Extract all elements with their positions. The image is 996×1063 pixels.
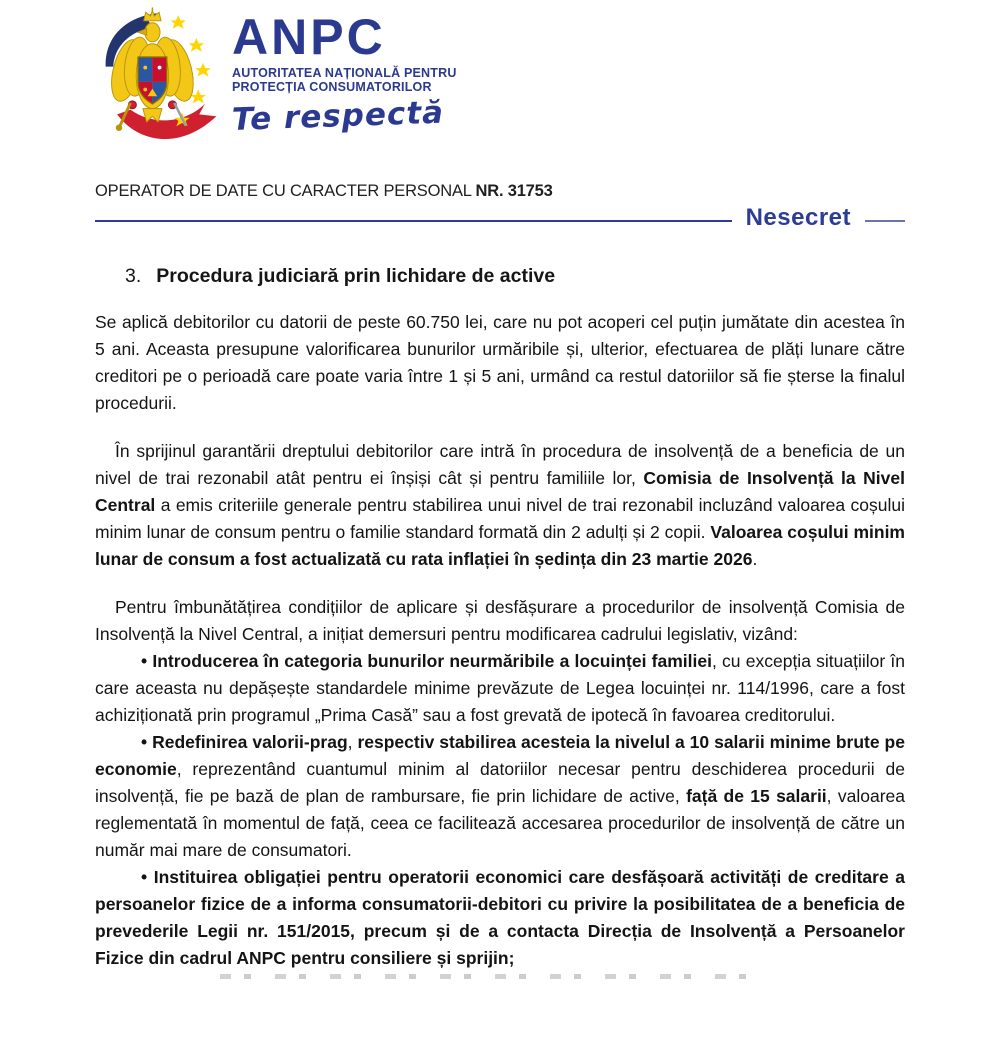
classification-rule [95, 204, 905, 235]
anpc-logo [0, 0, 996, 158]
document-body-wrap [0, 265, 996, 979]
bullet-icon: • [141, 867, 154, 887]
document-body [95, 309, 905, 972]
section-title: Procedura judiciară prin lichidare de active [156, 265, 556, 287]
classification-label: Nesecret [745, 204, 851, 231]
logo-text-block [232, 6, 457, 138]
logo-subtitle [232, 66, 457, 94]
bullet-paragraph: • Instituirea obligației pentru operatorii economici care desfășoară activități de creditare a persoanelor fizice de a informa consumatorii-debitori cu privire la posibilitatea de a beneficia de prevederile Legii nr. 151/2015, precum și de a contacta Direcția de Insolvență a Persoanelor Fizice din cadrul ANPC pentru consiliere și sprijin; [95, 867, 905, 968]
logo-acronym: ANPC [232, 9, 386, 65]
romanian-coat-of-arms-icon [98, 6, 224, 154]
paragraph: În sprijinul garantării dreptului debitorilor care intră în procedura de insolvență de a beneficia de un nivel de trai rezonabil atât pentru ei înșiși cât și pentru familiile lor, Comisia de Insolvență la Nivel Central a emis criteriile generale pentru stabilirea unui nivel de trai rezonabil incluzând valoarea coșului minim lunar de consum pentru o familie standard formată din 2 adulți și 2 copii. Valoarea coșului minim lunar de consum a fost actualizată cu rata inflației în ședința din 23 martie 2026. [95, 441, 905, 569]
bullet-paragraph: • Redefinirea valorii-prag, respectiv stabilirea acesteia la nivelul a 10 salarii minime brute pe economie, reprezentând cuantumul minim al datoriilor necesar pentru deschiderea procedurii de insolvență, fie pe bază de plan de rambursare, fie prin lichidare de active, față de 15 salarii, valoarea reglementată în momentul de față, ceea ce facilitează accesarea procedurilor de insolvență de către un număr mai mare de consumatori. [95, 732, 905, 860]
bullet-icon: • [141, 732, 153, 752]
bullet-paragraph: • Introducerea în categoria bunurilor neurmăribile a locuinței familiei, cu excepția situațiilor în care aceasta nu depășește standardele minime prevăzute de Legea locuinței nr. 114/1996, care a fost achiziționată prin programul „Prima Casă” sau a fost grevată de ipotecă în favoarea creditorului. [95, 651, 905, 725]
logo-subtitle-line1: AUTORITATEA NAȚIONALĂ PENTRU [232, 66, 457, 80]
bullet-icon: • [141, 651, 153, 671]
paragraph: Se aplică debitorilor cu datorii de peste 60.750 lei, care nu pot acoperi cel puțin jumătate din acestea în 5 ani. Aceasta presupune valorificarea bunurilor urmăribile și, ulterior, efectuarea de plăți lunare către creditori pe o perioadă care poate varia între 1 și 5 ani, urmând ca restul datoriilor să fie șterse la finalul procedurii. [95, 312, 905, 413]
section-heading [125, 265, 905, 288]
logo-tagline: Te respectă [231, 94, 445, 138]
operator-text: OPERATOR DE DATE CU CARACTER PERSONAL [95, 182, 476, 200]
logo-subtitle-line2: PROTECȚIA CONSUMATORILOR [232, 80, 432, 94]
horizontal-rule [95, 220, 732, 223]
operator-line [95, 182, 905, 201]
section-number: 3. [125, 265, 142, 287]
operator-number: NR. 31753 [475, 182, 553, 200]
paragraph: Pentru îmbunătățirea condițiilor de aplicare și desfășurare a procedurilor de insolvență Comisia de Insolvență la Nivel Central, a inițiat demersuri pentru modificarea cadrului legislativ, vizând: [95, 597, 905, 644]
rule-end-dash [865, 220, 905, 223]
clipped-text-remnant [220, 974, 765, 979]
